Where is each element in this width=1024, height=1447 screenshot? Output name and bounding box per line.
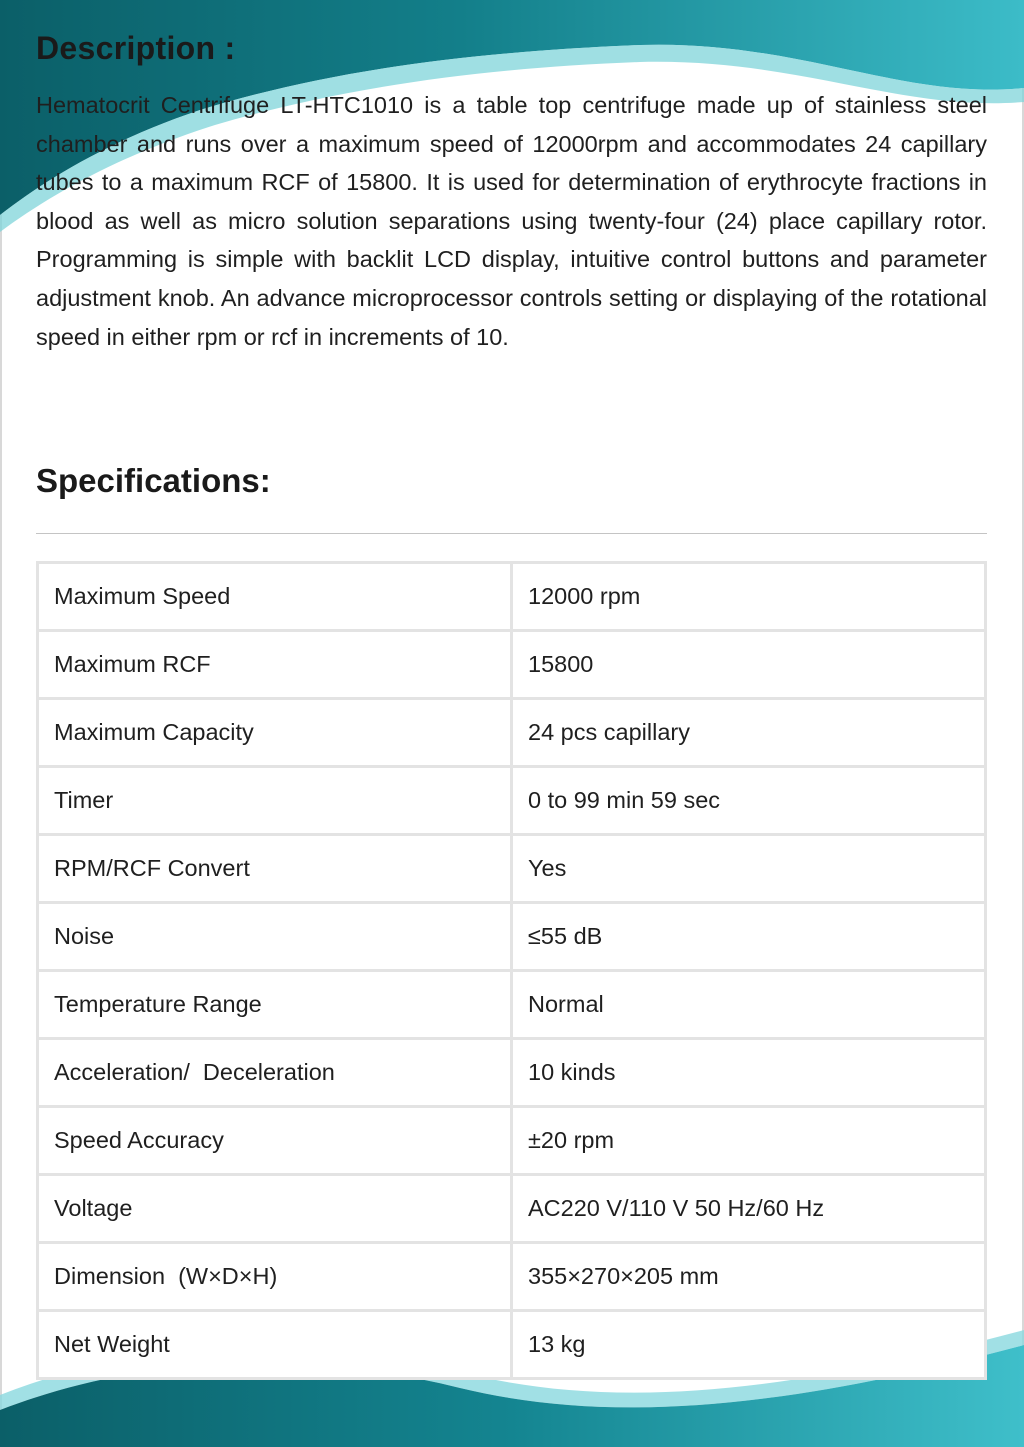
spec-value: ±20 rpm	[513, 1108, 984, 1173]
description-paragraph: Hematocrit Centrifuge LT-HTC1010 is a table top centrifuge made up of stainless steel chamber and runs over a maximum speed of 12000rpm and accommodates 24 capillary tubes to a maximum RCF of 15800. It is used for determination of erythrocyte fractions in blood as well as micro solution separations using twenty-four (24) place capillary rotor. Programming is simple with backlit LCD display, intuitive control buttons and parameter adjustment knob. An advance microprocessor controls setting or displaying of the rotational speed in either rpm or rcf in increments of 10.	[36, 92, 987, 350]
spec-label: RPM/RCF Convert	[39, 836, 510, 901]
spec-label: Maximum Speed	[39, 564, 510, 629]
specifications-table	[36, 561, 987, 1380]
spec-label: Dimension (W×D×H)	[39, 1244, 510, 1309]
spec-value: 24 pcs capillary	[513, 700, 984, 765]
spec-label: Noise	[39, 904, 510, 969]
description-heading: Description :	[36, 30, 236, 66]
spec-label: Maximum Capacity	[39, 700, 510, 765]
table-row	[39, 1108, 984, 1173]
spec-label: Net Weight	[39, 1312, 510, 1377]
spec-value: ≤55 dB	[513, 904, 984, 969]
spec-value: 10 kinds	[513, 1040, 984, 1105]
spec-value: 13 kg	[513, 1312, 984, 1377]
spec-value: 15800	[513, 632, 984, 697]
table-row	[39, 700, 984, 765]
spec-value: Yes	[513, 836, 984, 901]
table-row	[39, 1176, 984, 1241]
table-row	[39, 972, 984, 1037]
spec-value: Normal	[513, 972, 984, 1037]
heading-divider	[36, 533, 987, 534]
table-row	[39, 564, 984, 629]
spec-value: 0 to 99 min 59 sec	[513, 768, 984, 833]
specifications-heading: Specifications:	[36, 462, 271, 499]
spec-label: Maximum RCF	[39, 632, 510, 697]
table-row	[39, 768, 984, 833]
spec-value: 355×270×205 mm	[513, 1244, 984, 1309]
spec-value: AC220 V/110 V 50 Hz/60 Hz	[513, 1176, 984, 1241]
spec-value: 12000 rpm	[513, 564, 984, 629]
table-row	[39, 1244, 984, 1309]
spec-label: Temperature Range	[39, 972, 510, 1037]
spec-label: Speed Accuracy	[39, 1108, 510, 1173]
spec-label: Timer	[39, 768, 510, 833]
table-row	[39, 904, 984, 969]
spec-label: Acceleration/ Deceleration	[39, 1040, 510, 1105]
spec-label: Voltage	[39, 1176, 510, 1241]
table-row	[39, 632, 984, 697]
table-row	[39, 836, 984, 901]
table-row	[39, 1312, 984, 1377]
table-row	[39, 1040, 984, 1105]
